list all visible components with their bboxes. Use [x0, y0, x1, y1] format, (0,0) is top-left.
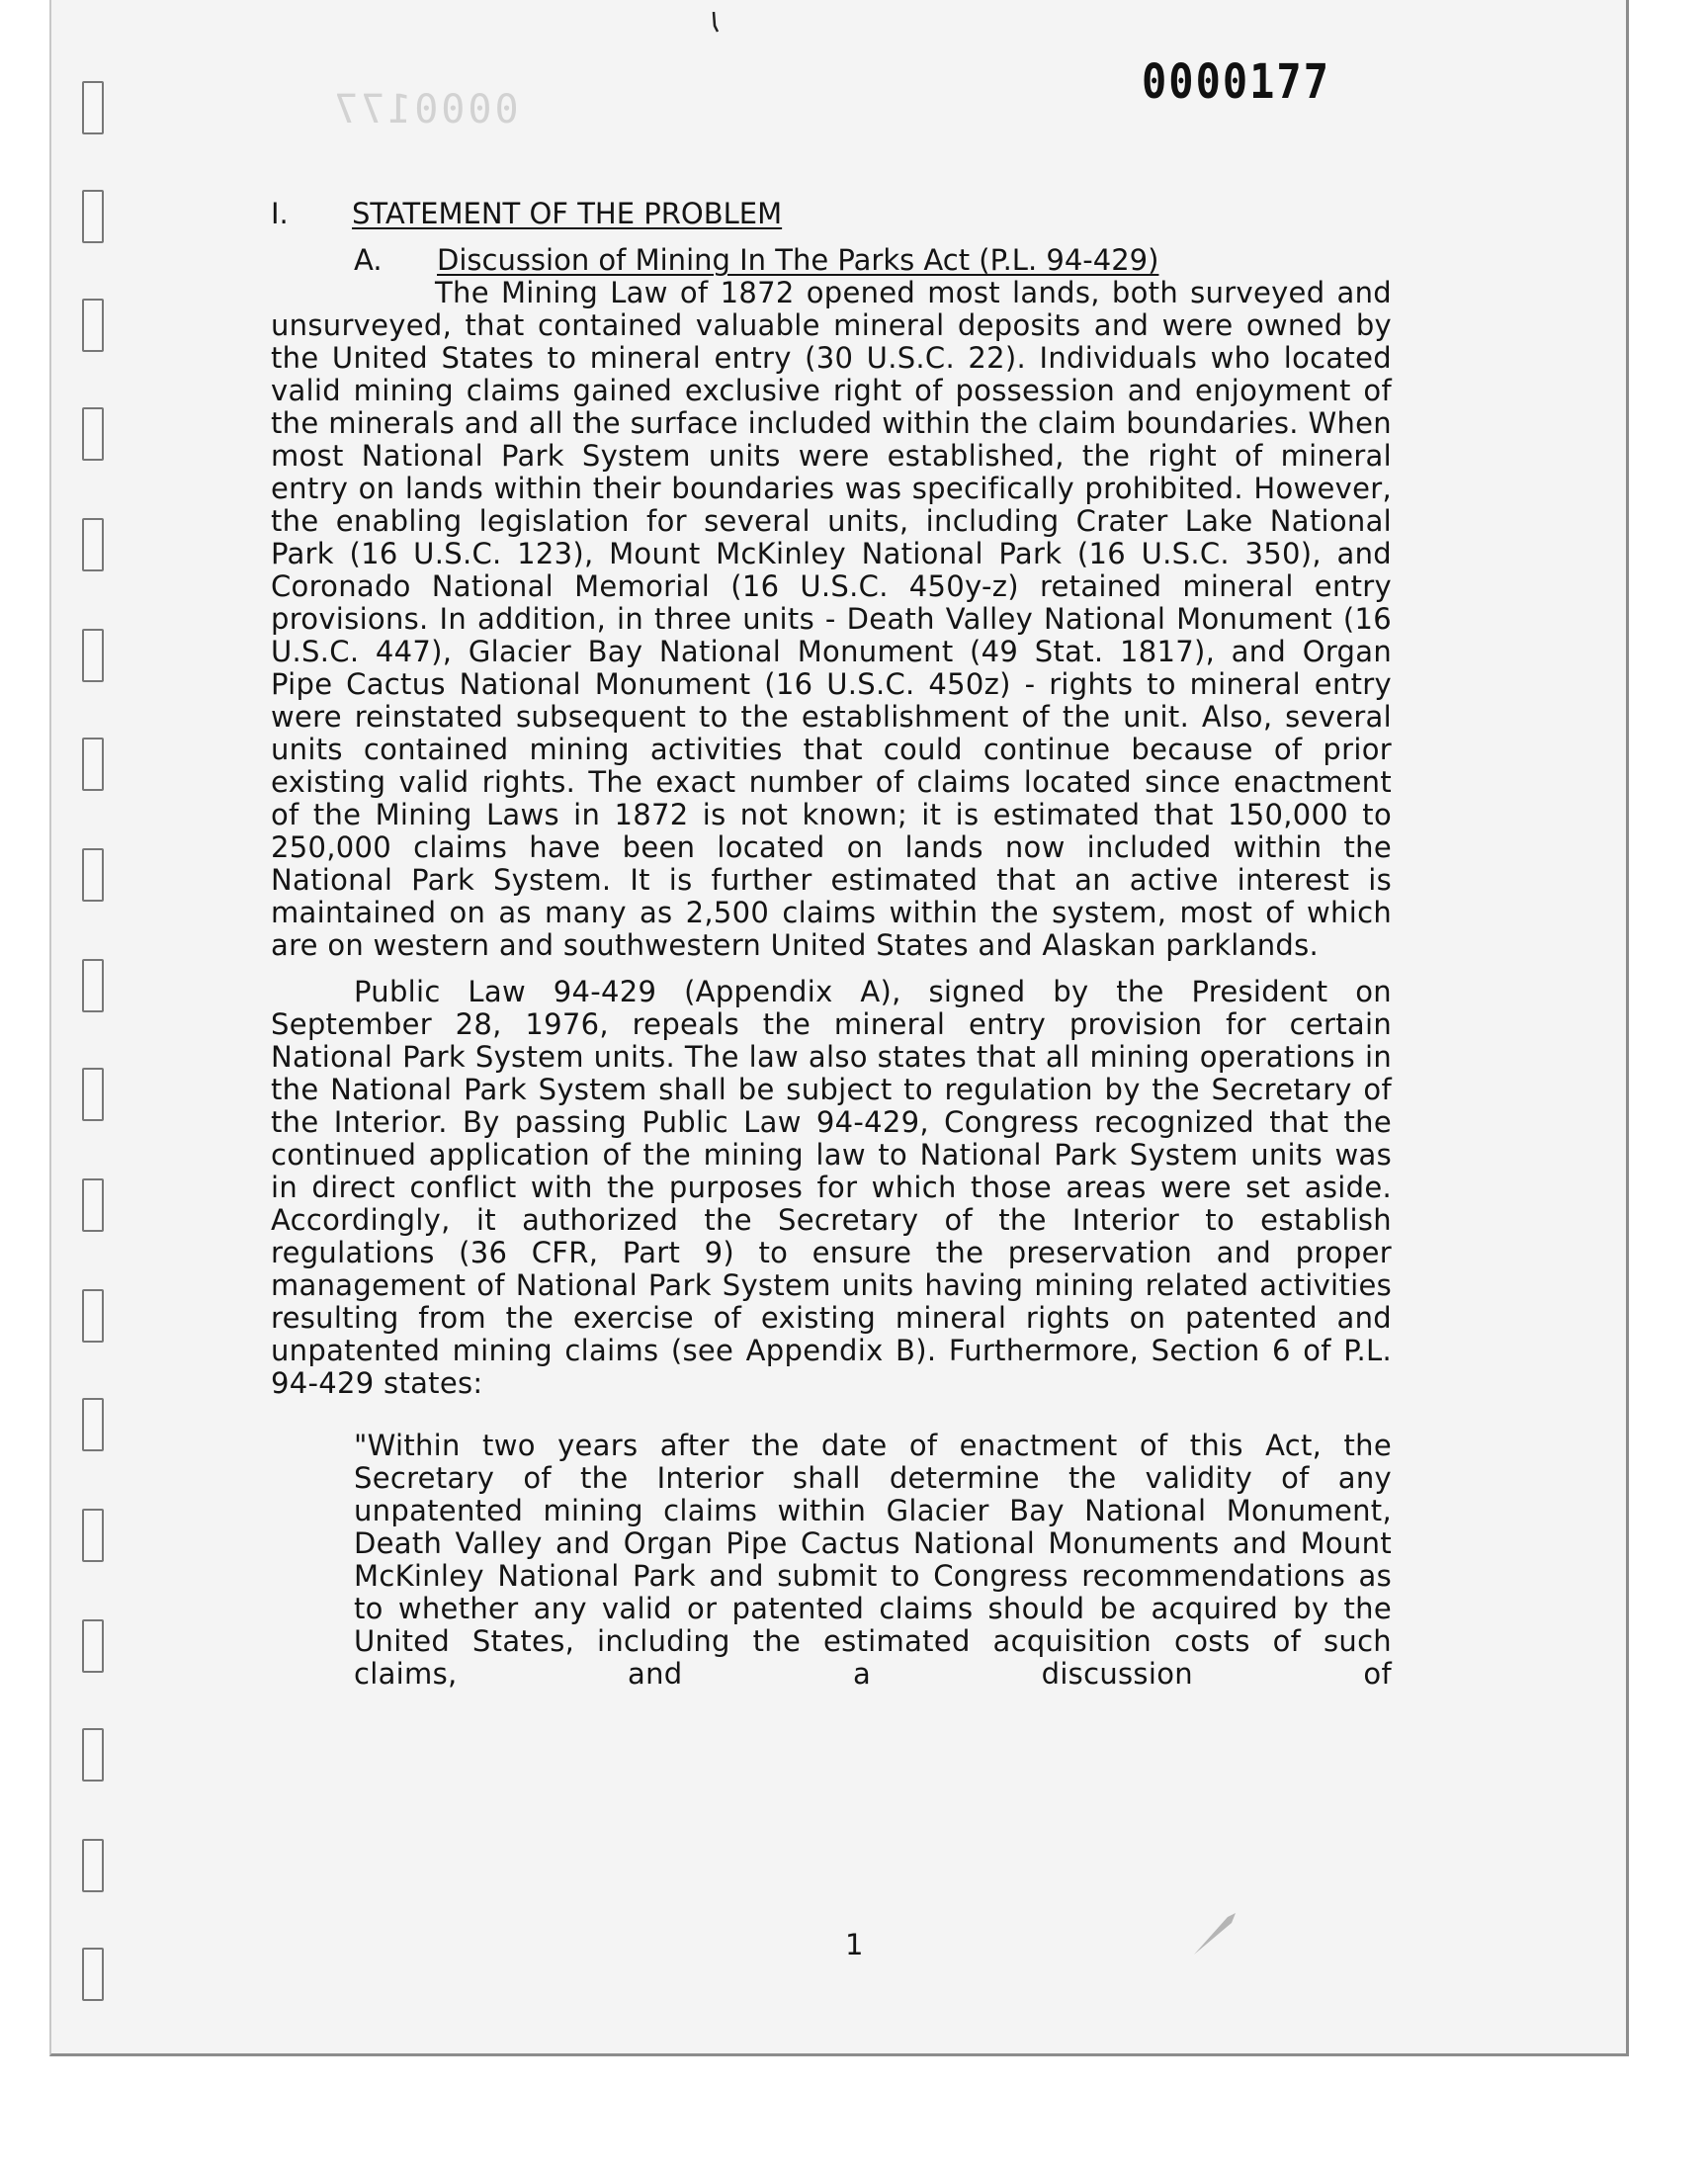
binder-hole-icon: [82, 1728, 104, 1782]
paragraph-public-law: Public Law 94-429 (Appendix A), signed by the President on September 28, 1976, repeals the mineral entry provision for certain National Park System units. The law also states that all mining operations in the National Park System shall be subject to regulation by the Secretary of the Interior. By passing Public Law 94-429, Congress recognized that the continued application of the mining law to National Park System units was in direct conflict with the purposes for which those areas were set aside. Accordingly, it authorized the Secretary of the Interior to establish regulations (36 CFR, Part 9) to ensure the preservation and proper management of National Park System units having mining related activities resulting from the exercise of existing mineral rights on patented and unpatented mining claims (see Appendix B). Furthermore, Section 6 of P.L. 94-429 states:: [271, 975, 1392, 1400]
subsection-letter: A.: [354, 243, 383, 277]
binder-hole-icon: [82, 1948, 104, 2001]
section-heading: [271, 198, 1392, 230]
staple-mark-icon: [712, 12, 720, 34]
paragraph-mining-law: The Mining Law of 1872 opened most lands, both surveyed and unsurveyed, that contained valuable mineral deposits and were owned by the United States to mineral entry (30 U.S.C. 22). Individuals who located valid mining claims gained exclusive right of possession and enjoyment of the minerals and all the surface included within the claim boundaries. When most National Park System units were established, the right of mineral entry on lands within their boundaries was specifically prohibited. However, the enabling legislation for several units, including Crater Lake National Park (16 U.S.C. 123), Mount McKinley National Park (16 U.S.C. 350), and Coronado National Memorial (16 U.S.C. 450y-z) retained mineral entry provisions. In addition, in three units - Death Valley National Monument (16 U.S.C. 447), Glacier Bay National Monument (49 Stat. 1817), and Organ Pipe Cactus National Monument (16 U.S.C. 450z) - rights to mineral entry were reinstated subsequent to the establishment of the unit. Also, several units contained mining activities that could continue because of prior existing valid rights. The exact number of claims located since enactment of the Mining Laws in 1872 is not known; it is estimated that 150,000 to 250,000 claims have been located on lands now included within the National Park System. It is further estimated that an active interest is maintained on as many as 2,500 claims within the system, most of which are on western and southwestern United States and Alaskan parklands.: [271, 276, 1392, 962]
binder-hole-icon: [82, 190, 104, 243]
document-control-number: 0000177: [1142, 53, 1331, 110]
binder-hole-icon: [82, 1398, 104, 1451]
section-title: STATEMENT OF THE PROBLEM: [352, 197, 783, 230]
binder-hole-icon: [82, 1068, 104, 1121]
binder-hole-icon: [82, 959, 104, 1012]
subsection-heading: [271, 244, 1392, 277]
binder-hole-icon: [82, 81, 104, 134]
binder-hole-icon: [82, 848, 104, 902]
section-number: I.: [271, 197, 289, 230]
document-body: [271, 198, 1392, 1691]
binder-hole-icon: [82, 1178, 104, 1232]
subsection-title: Discussion of Mining In The Parks Act (P.L. 94-429): [437, 243, 1159, 277]
block-quote-section-6: "Within two years after the date of enactment of this Act, the Secretary of the Interior shall determine the validity of any unpatented mining claims within Glacier Bay National Monument, Death Valley and Organ Pipe Cactus National Monuments and Mount McKinley National Park and submit to Congress recommendations as to whether any valid or patented claims should be acquired by the United States, including the estimated acquisition costs of such claims, and a discussion of: [354, 1429, 1392, 1691]
binder-hole-icon: [82, 1619, 104, 1673]
pen-smudge-icon: [1186, 1903, 1245, 1962]
page-number: 1: [845, 1928, 864, 1961]
bleed-through-number: 0000177: [331, 87, 519, 132]
binder-hole-icon: [82, 738, 104, 791]
binder-hole-icon: [82, 518, 104, 571]
binder-hole-icon: [82, 1509, 104, 1562]
binder-hole-icon: [82, 407, 104, 461]
binder-hole-icon: [82, 629, 104, 682]
binder-holes: [82, 0, 112, 2037]
binder-hole-icon: [82, 1289, 104, 1343]
binder-hole-icon: [82, 299, 104, 352]
binder-hole-icon: [82, 1839, 104, 1892]
